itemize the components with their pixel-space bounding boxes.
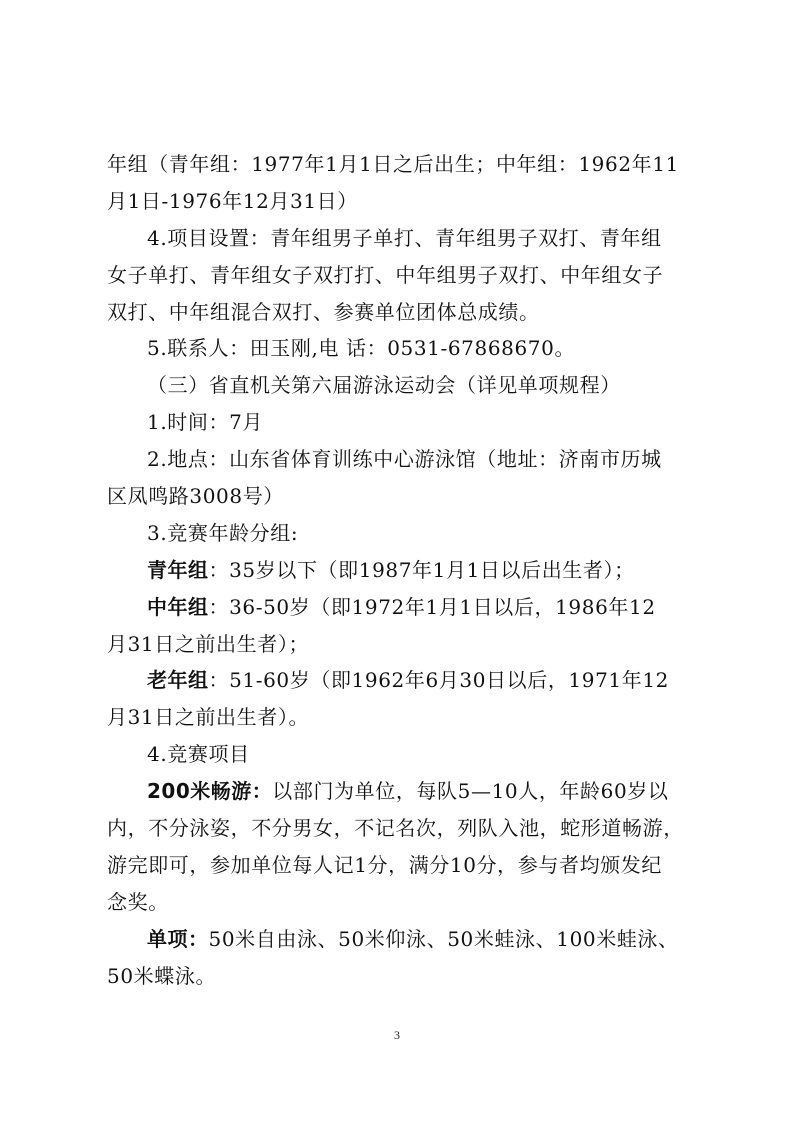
text-line-age-range: 年组（青年组：1977年1月1日之后出生；中年组：1962年11	[107, 152, 679, 176]
text-line-relay-cont1: 内，不分泳姿，不分男女，不记名次，列队入池，蛇形道畅游，	[107, 816, 684, 841]
youth-group-text: ：35岁以下（即1987年1月1日以后出生者）；	[208, 557, 635, 582]
section-heading-swimming: （三）省直机关第六届游泳运动会（详见单项规程）	[147, 373, 621, 398]
text-line-relay-cont2: 游完即可，参加单位每人记1分，满分10分，参与者均颁发纪	[107, 852, 662, 877]
text-line-middle-group-cont: 月31日之前出生者）；	[107, 631, 310, 656]
text-line-location-cont: 区凤鸣路3008号）	[107, 484, 284, 509]
middle-group-text: ：36-50岁（即1972年1月1日以后，1986年12	[208, 594, 656, 619]
text-line-relay-cont3: 念奖。	[107, 889, 169, 914]
text-line-time: 1.时间：7月	[147, 410, 264, 435]
relay-text: 以部门为单位，每队5—10人，年龄60岁以	[272, 779, 669, 804]
relay-label: 200米畅游：	[147, 779, 273, 804]
page-number: 3	[394, 1028, 400, 1042]
text-line-events-heading: 4.竞赛项目	[147, 742, 250, 767]
text-line-age-groups-heading: 3.竞赛年龄分组:	[147, 520, 299, 545]
text-line-location: 2.地点：山东省体育训练中心游泳馆（地址：济南市历城	[147, 447, 662, 472]
text-line-event-settings: 4.项目设置：青年组男子单打、青年组男子双打、青年组	[147, 225, 662, 250]
text-line-single-events	[107, 921, 692, 958]
text-line-relay	[107, 773, 692, 810]
text-line-senior-group	[107, 662, 692, 699]
text-line-senior-group-cont: 月31日之前出生者）。	[107, 705, 310, 730]
text-line-contact: 5.联系人：田玉刚,电 话：0531-67868670。	[147, 336, 576, 361]
middle-group-label: 中年组	[147, 594, 209, 619]
text-line-event-settings-cont2: 双打、中年组混合双打、参赛单位团体总成绩。	[107, 299, 540, 324]
text-line-single-events-cont: 50米蝶泳。	[107, 963, 217, 988]
senior-group-label: 老年组	[147, 668, 209, 693]
text-line-event-settings-cont1: 女子单打、青年组女子双打打、中年组男子双打、中年组女子	[107, 262, 664, 287]
senior-group-text: ：51-60岁（即1962年6月30日以后，1971年12	[208, 668, 669, 693]
text-line-middle-group	[107, 589, 692, 626]
text-line-age-range-cont: 月1日-1976年12月31日）	[107, 188, 358, 213]
document-body	[107, 146, 692, 994]
single-events-text: 50米自由泳、50米仰泳、50米蛙泳、100米蛙泳、	[208, 926, 679, 951]
youth-group-label: 青年组	[147, 557, 209, 582]
single-events-label: 单项：	[147, 926, 209, 951]
text-line-youth-group	[107, 552, 692, 589]
